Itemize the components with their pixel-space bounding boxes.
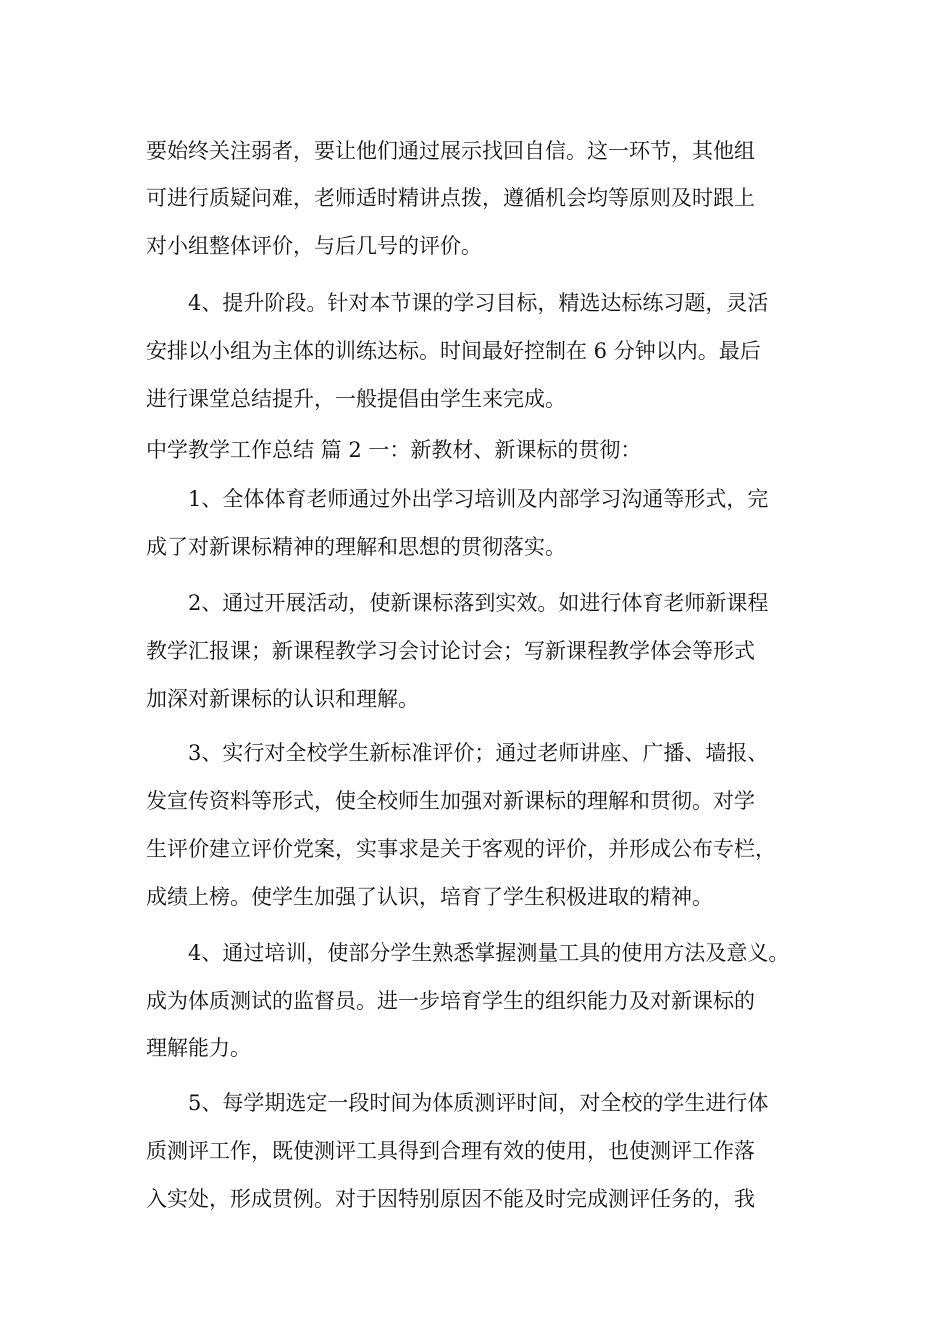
text-line: 1、全体体育老师通过外出学习培训及内部学习沟通等形式，完 [188,487,769,511]
text-line: 成为体质测试的监督员。进一步培育学生的组织能力及对新课标的 [146,989,755,1013]
text-line: 教学汇报课；新课程教学习会讨论讨会；写新课程教学体会等形式 [146,639,755,663]
text-line: 4、提升阶段。针对本节课的学习目标，精选达标练习题，灵活 [188,291,769,315]
text-line: 对小组整体评价，与后几号的评价。 [146,234,482,258]
text-line: 生评价建立评价党案，实事求是关于客观的评价，并形成公布专栏， [146,837,776,861]
text-line: 2、通过开展活动，使新课标落到实效。如进行体育老师新课程 [188,591,769,615]
text-line: 可进行质疑问难，老师适时精讲点拨，遵循机会均等原则及时跟上 [146,186,755,210]
text-line: 成绩上榜。使学生加强了认识，培育了学生积极进取的精神。 [146,885,713,909]
text-line: 加深对新课标的认识和理解。 [146,687,419,711]
text-line: 4、通过培训，使部分学生熟悉掌握测量工具的使用方法及意义。 [188,941,790,965]
text-line: 成了对新课标精神的理解和思想的贯彻落实。 [146,535,566,559]
text-line: 安排以小组为主体的训练达标。时间最好控制在 6 分钟以内。最后 [146,339,761,363]
text-line: 要始终关注弱者，要让他们通过展示找回自信。这一环节，其他组 [146,139,755,163]
text-line: 3、实行对全校学生新标准评价；通过老师讲座、广播、墙报、 [188,741,769,765]
text-line: 入实处，形成贯例。对于因特别原因不能及时完成测评任务的，我 [146,1187,755,1211]
text-line: 理解能力。 [146,1036,251,1060]
text-line: 5、每学期选定一段时间为体质测评时间，对全校的学生进行体 [188,1091,769,1115]
section-heading: 中学教学工作总结 篇 2 一：新教材、新课标的贯彻： [146,438,642,462]
text-line: 质测评工作，既使测评工具得到合理有效的使用，也使测评工作落 [146,1139,755,1163]
text-line: 进行课堂总结提升，一般提倡由学生来完成。 [146,387,566,411]
text-line: 发宣传资料等形式，使全校师生加强对新课标的理解和贯彻。对学 [146,789,755,813]
